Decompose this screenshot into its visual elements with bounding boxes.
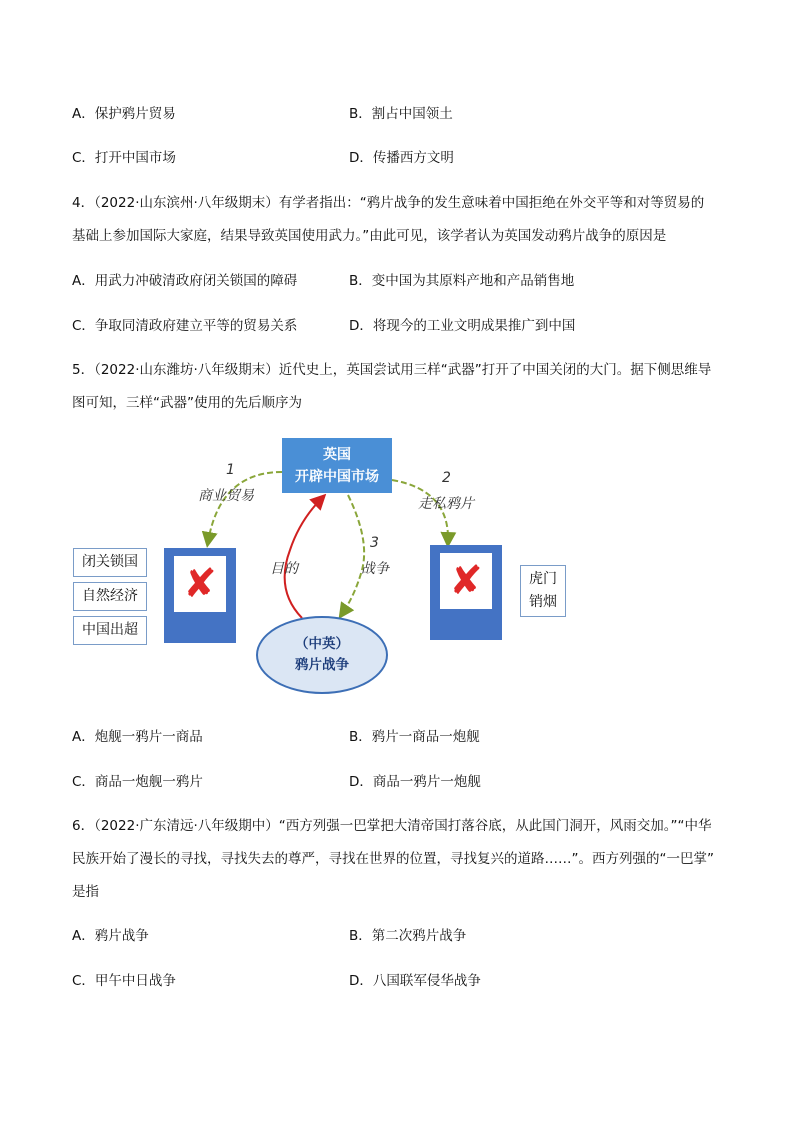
label-smuggling: 走私鸦片 (418, 496, 474, 512)
tag-humen-line1: 虎门 (529, 571, 557, 587)
tag-humen-line2: 销烟 (529, 594, 557, 610)
q6-stem-line1: 6．（2022·广东清远·八年级期中）“西方列强一巴掌把大清帝国打落谷底，从此国门洞开，风雨交加。”“中华 (72, 818, 712, 834)
q3-option-a: A．保护鸦片贸易 (72, 106, 176, 122)
tag-natural-economy: 自然经济 (73, 582, 147, 611)
mind-map-diagram (70, 430, 590, 710)
tag-humen (520, 565, 566, 617)
arrow-3 (342, 495, 364, 614)
q5-stem-line1: 5．（2022·山东潍坊·八年级期末）近代史上，英国尝试用三样“武器”打开了中国关闭的大门。据下侧思维导 (72, 362, 712, 378)
label-trade: 商业贸易 (198, 488, 254, 504)
q5-option-d: D．商品一鸦片一炮舰 (349, 774, 481, 790)
q4-option-a: A．用武力冲破清政府闭关锁国的障碍 (72, 273, 298, 289)
q5-option-c: C．商品一炮舰一鸦片 (72, 774, 203, 790)
node-opium-war-line2: 鸦片战争 (295, 657, 349, 673)
q4-stem-line1: 4．（2022·山东滨州·八年级期末）有学者指出：“鸦片战争的发生意味着中国拒绝在外交平等和对等贸易的 (72, 195, 705, 211)
q4-option-c: C．争取同清政府建立平等的贸易关系 (72, 318, 298, 334)
q6-option-a: A．鸦片战争 (72, 928, 149, 944)
q5-stem-line2: 图可知，三样“武器”使用的先后顺序为 (72, 395, 302, 411)
left-panel (164, 548, 236, 643)
q4-stem-line2: 基础上参加国际大家庭，结果导致英国使用武力。”由此可见，该学者认为英国发动鸦片战争的原因是 (72, 228, 667, 244)
tag-closed-door: 闭关锁国 (73, 548, 147, 577)
node-opium-war-line1: （中英） (295, 636, 349, 652)
q6-option-c: C．甲午中日战争 (72, 973, 176, 989)
num-3: 3 (370, 535, 379, 551)
num-1: 1 (226, 462, 235, 478)
q4-option-d: D．将现今的工业文明成果推广到中国 (349, 318, 576, 334)
x-mark-icon: ✘ (183, 561, 217, 607)
q6-stem-line3: 是指 (72, 884, 99, 900)
label-purpose: 目的 (270, 561, 298, 577)
q6-stem-line2: 民族开始了漫长的寻找，寻找失去的尊严，寻找在世界的位置，寻找复兴的道路……”。西方列强的“一巴掌” (72, 851, 714, 867)
q3-option-c: C．打开中国市场 (72, 150, 176, 166)
node-britain-line2: 开辟中国市场 (295, 469, 379, 485)
right-panel (430, 545, 502, 640)
q3-option-d: D．传播西方文明 (349, 150, 454, 166)
q6-option-d: D．八国联军侵华战争 (349, 973, 481, 989)
q5-option-a: A．炮舰一鸦片一商品 (72, 729, 203, 745)
node-opium-war (256, 616, 388, 694)
node-britain-line1: 英国 (323, 447, 351, 463)
x-mark-icon-right: ✘ (449, 558, 483, 604)
label-war: 战争 (361, 561, 389, 577)
num-2: 2 (442, 470, 451, 486)
q5-option-b: B．鸦片一商品一炮舰 (349, 729, 480, 745)
q6-option-b: B．第二次鸦片战争 (349, 928, 467, 944)
q3-option-b: B．割占中国领土 (349, 106, 453, 122)
arrow-1 (208, 472, 282, 542)
tag-trade-surplus: 中国出超 (73, 616, 147, 645)
q4-option-b: B．变中国为其原料产地和产品销售地 (349, 273, 575, 289)
node-britain-market (282, 438, 392, 493)
